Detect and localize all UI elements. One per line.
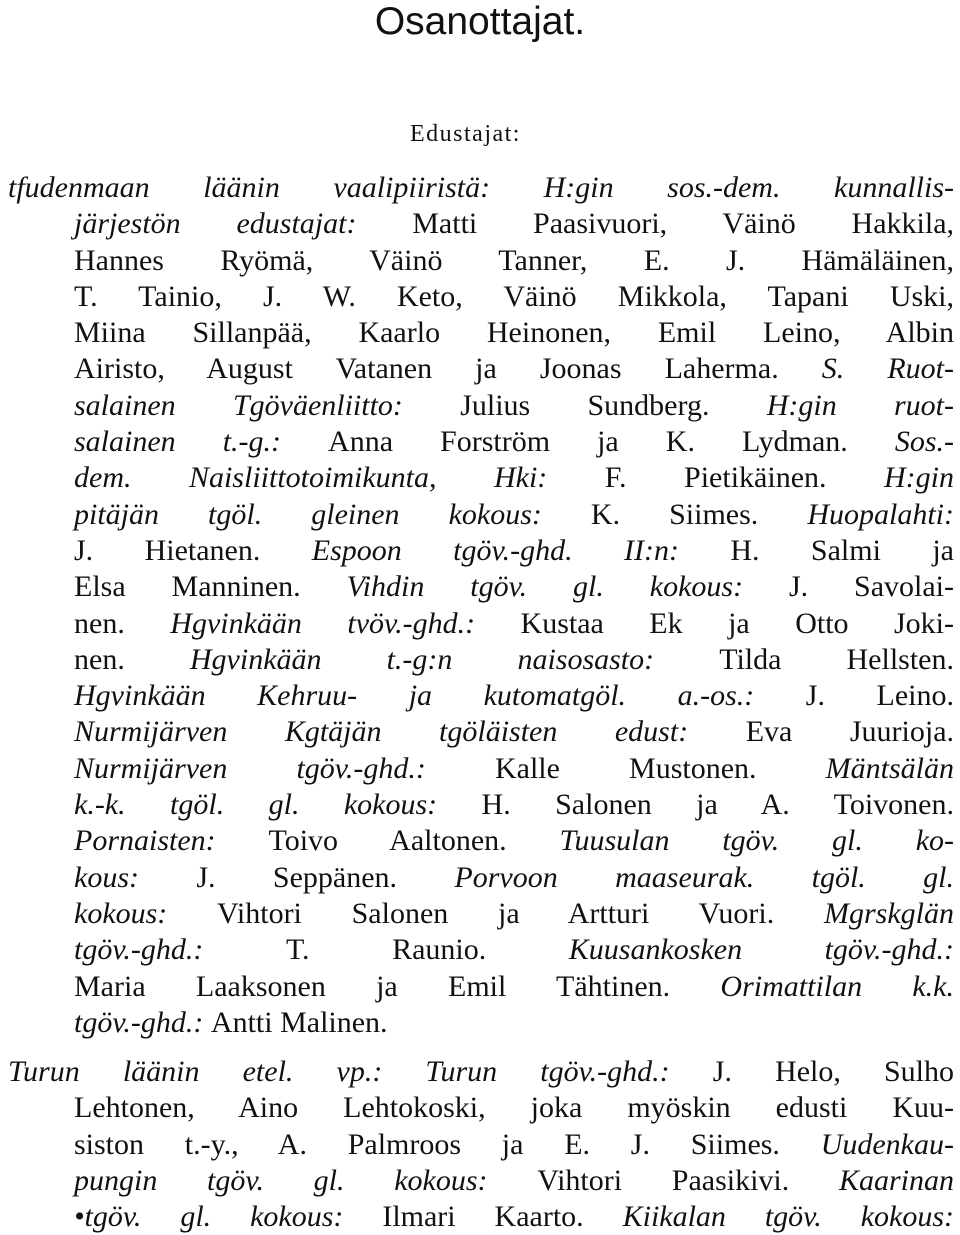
roman-text: Vihtori Salonen ja Artturi Vuori. bbox=[217, 896, 824, 930]
italic-text: Nurmijärven Kgtäjän tgöläisten edust: bbox=[74, 715, 746, 749]
roman-text: J. Savolai- bbox=[788, 570, 955, 604]
text-line bbox=[8, 497, 954, 533]
italic-text: Tuusulan tgöv. gl. ko- bbox=[559, 824, 954, 858]
text-line bbox=[8, 460, 954, 496]
italic-text: Pornaisten: bbox=[74, 824, 269, 858]
italic-text: Huopalahti: bbox=[807, 497, 954, 531]
italic-text: salainen Tgöväenliitto: bbox=[74, 388, 461, 422]
roman-text: Kalle Mustonen. bbox=[494, 751, 826, 785]
page-title: Osanottajat. bbox=[374, 0, 586, 43]
italic-text: S. Ruot- bbox=[821, 352, 954, 386]
italic-text: kous: bbox=[74, 860, 197, 894]
italic-text: Hgvinkään Kehruu- ja kutomatgöl. a.-os.: bbox=[74, 679, 806, 713]
paragraph-turun-laani bbox=[8, 1054, 954, 1235]
roman-text: Vihtori Paasikivi. bbox=[537, 1163, 839, 1197]
italic-text: k.-k. tgöl. gl. kokous: bbox=[74, 788, 482, 822]
roman-text: F. Pietikäinen. bbox=[604, 461, 884, 495]
italic-text: tfudenmaan läänin vaalipiiristä: H:gin sos.-dem. kunnallis- bbox=[8, 171, 954, 204]
roman-text: H. Salonen ja A. Toivonen. bbox=[481, 788, 954, 822]
text-line bbox=[8, 714, 954, 750]
roman-text: J. Leino. bbox=[805, 679, 954, 713]
text-line bbox=[8, 896, 954, 932]
roman-text: K. Siimes. bbox=[590, 497, 808, 531]
roman-text: Lehtonen, Aino Lehtokoski, joka myöskin edusti Kuu- bbox=[74, 1091, 954, 1125]
italic-text: Kuusankosken tgöv.-ghd.: bbox=[568, 933, 955, 967]
italic-text: H:gin bbox=[884, 461, 954, 495]
roman-text: J. Helo, Sulho bbox=[712, 1055, 954, 1088]
roman-text: J. Hietanen. bbox=[74, 533, 312, 567]
text-line bbox=[8, 787, 954, 823]
italic-text: Hgvinkään t.-g:n naisosasto: bbox=[189, 642, 720, 676]
text-line bbox=[8, 533, 954, 569]
italic-text: Kaarinan bbox=[838, 1163, 954, 1197]
roman-text: Kustaa Ek ja Otto Joki- bbox=[520, 606, 954, 640]
roman-text: Matti Paasivuori, Väinö Hakkila, bbox=[412, 207, 955, 241]
text-line bbox=[8, 860, 954, 896]
roman-text: Eva Juurioja. bbox=[745, 715, 955, 749]
text-line bbox=[8, 823, 954, 859]
italic-text: Mäntsälän bbox=[825, 751, 955, 785]
italic-text: tgöv.-ghd.: bbox=[74, 933, 286, 967]
roman-text: H. Salmi ja bbox=[730, 533, 954, 567]
roman-text: Airisto, August Vatanen ja Joonas Laherma. bbox=[74, 352, 822, 386]
roman-text: Antti Malinen. bbox=[210, 1005, 388, 1039]
italic-text: Uudenkau- bbox=[820, 1127, 954, 1161]
roman-text: nen. bbox=[74, 642, 190, 676]
text-line bbox=[8, 243, 954, 279]
paragraph-uudenmaan-laani bbox=[8, 170, 954, 1041]
roman-text: Tilda Hellsten. bbox=[719, 642, 954, 676]
roman-text: Maria Laaksonen ja Emil Tähtinen. bbox=[74, 969, 721, 1003]
roman-text: Toivo Aaltonen. bbox=[268, 824, 560, 858]
text-line bbox=[8, 1199, 954, 1235]
italic-text: Espoon tgöv.-ghd. II:n: bbox=[311, 533, 731, 567]
italic-text: tgöv.-ghd.: bbox=[74, 1005, 211, 1039]
text-line bbox=[8, 424, 954, 460]
italic-text: Mgrskglän bbox=[824, 896, 954, 930]
text-line bbox=[8, 642, 954, 678]
italic-text: Kiikalan tgöv. kokous: bbox=[622, 1200, 954, 1234]
italic-text: Orimattilan k.k. bbox=[720, 969, 954, 1003]
text-line bbox=[8, 751, 954, 787]
italic-text: pitäjän tgöl. gleinen kokous: bbox=[74, 497, 591, 531]
italic-text: Sos.- bbox=[894, 425, 954, 459]
text-line bbox=[8, 969, 954, 1005]
text-line bbox=[8, 1163, 954, 1199]
italic-text: Nurmijärven tgöv.-ghd.: bbox=[74, 751, 495, 785]
roman-text: Anna Forström ja K. Lydman. bbox=[328, 425, 895, 459]
section-heading-edustajat: Edustajat: bbox=[410, 121, 521, 147]
roman-text: siston t.-y., A. Palmroos ja E. J. Siimes. bbox=[74, 1127, 821, 1161]
roman-text: J. Seppänen. bbox=[196, 860, 455, 894]
roman-text: T. Raunio. bbox=[285, 933, 569, 967]
roman-text: Julius Sundberg. bbox=[460, 388, 767, 422]
italic-text: pungin tgöv. gl. kokous: bbox=[74, 1163, 538, 1197]
italic-text: dem. Naisliittotoimikunta, Hki: bbox=[74, 461, 605, 495]
text-line bbox=[8, 351, 954, 387]
roman-text: Miina Sillanpää, Kaarlo Heinonen, Emil Leino, Albin bbox=[74, 316, 954, 350]
text-line bbox=[8, 678, 954, 714]
roman-text: Hannes Ryömä, Väinö Tanner, E. J. Hämäläinen, bbox=[74, 243, 954, 277]
text-line bbox=[8, 1127, 954, 1163]
text-line bbox=[8, 1090, 954, 1126]
roman-text: T. Tainio, J. W. Keto, Väinö Mikkola, Tapani Uski, bbox=[74, 279, 954, 313]
text-line bbox=[8, 932, 954, 968]
text-line bbox=[8, 569, 954, 605]
italic-text: Vihdin tgöv. gl. kokous: bbox=[346, 570, 789, 604]
italic-text: salainen t.-g.: bbox=[74, 425, 329, 459]
italic-text: kokous: bbox=[74, 896, 218, 930]
italic-text: H:gin ruot- bbox=[766, 388, 955, 422]
text-line bbox=[8, 388, 954, 424]
text-line bbox=[8, 1005, 954, 1041]
italic-text: järjestön edustajat: bbox=[74, 207, 413, 241]
text-line bbox=[8, 315, 954, 351]
italic-text: Hgvinkään tvöv.-ghd.: bbox=[170, 606, 521, 640]
roman-text: Elsa Manninen. bbox=[74, 570, 347, 604]
roman-text: nen. bbox=[74, 606, 171, 640]
text-line bbox=[8, 1054, 954, 1090]
italic-text: Porvoon maaseurak. tgöl. gl. bbox=[454, 860, 955, 894]
text-line bbox=[8, 279, 954, 315]
text-line bbox=[8, 206, 954, 242]
text-line bbox=[8, 170, 954, 206]
italic-text: •tgöv. gl. kokous: bbox=[74, 1200, 383, 1234]
italic-text: Turun läänin etel. vp.: Turun tgöv.-ghd.: bbox=[8, 1055, 713, 1088]
text-line bbox=[8, 606, 954, 642]
roman-text: Ilmari Kaarto. bbox=[382, 1200, 623, 1234]
